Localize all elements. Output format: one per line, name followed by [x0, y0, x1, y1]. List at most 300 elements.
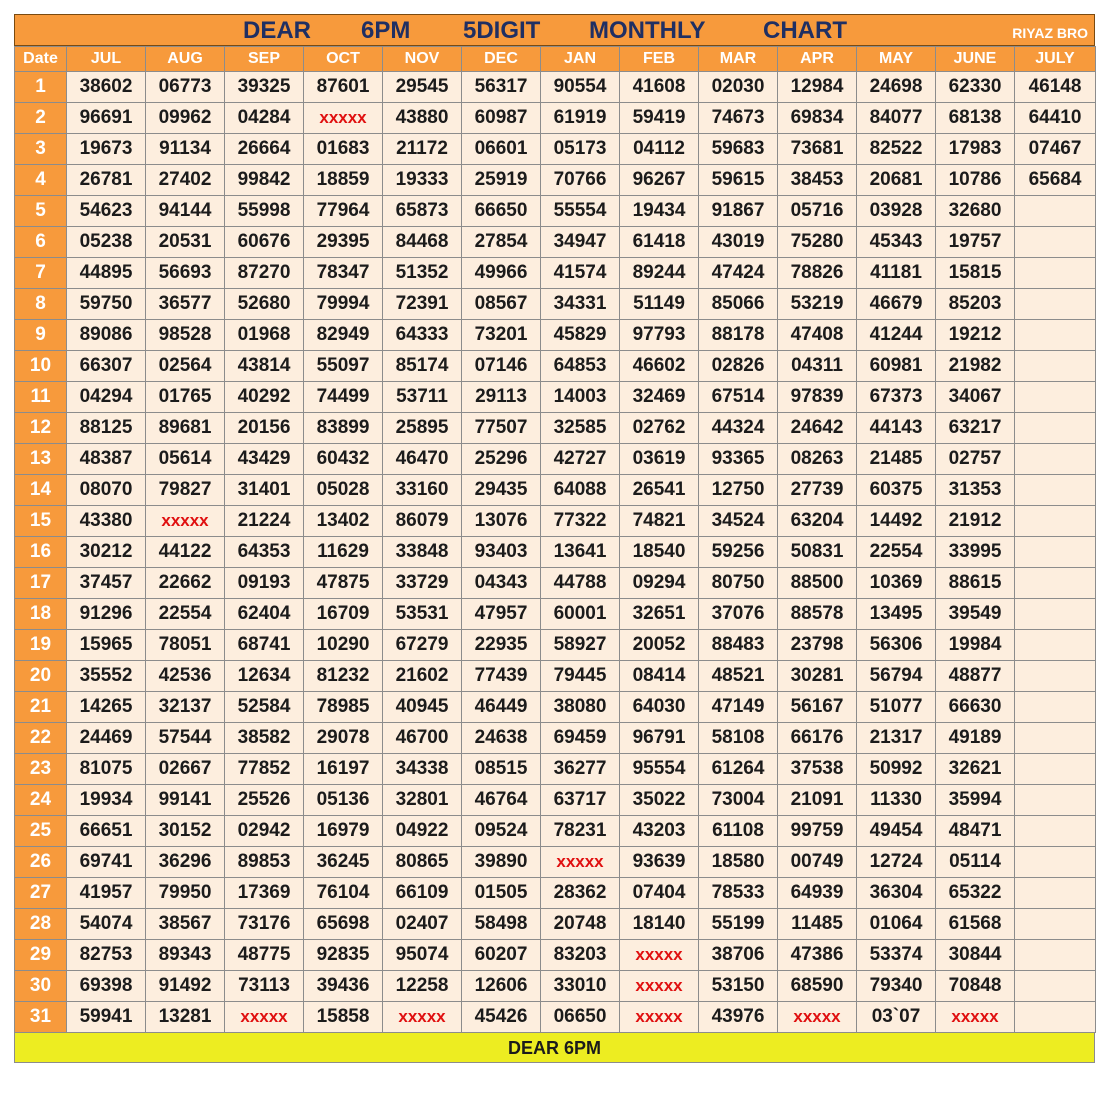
date-cell: 27	[15, 878, 67, 909]
result-cell: 59750	[67, 289, 146, 320]
result-cell: 18540	[620, 537, 699, 568]
title-word-chart: CHART	[763, 17, 847, 44]
result-cell: 03`07	[857, 1002, 936, 1033]
result-cell: 07467	[1015, 134, 1096, 165]
result-cell: 64353	[225, 537, 304, 568]
empty-cell	[1015, 475, 1096, 506]
result-cell: 52584	[225, 692, 304, 723]
result-cell: 24642	[778, 413, 857, 444]
missing-result-cell: xxxxx	[620, 1002, 699, 1033]
month-header-dec: DEC	[462, 47, 541, 72]
table-row	[15, 971, 1096, 1002]
result-cell: 00749	[778, 847, 857, 878]
result-cell: 12634	[225, 661, 304, 692]
result-cell: 96791	[620, 723, 699, 754]
result-cell: 13641	[541, 537, 620, 568]
result-cell: 64333	[383, 320, 462, 351]
result-cell: 28362	[541, 878, 620, 909]
result-cell: 89086	[67, 320, 146, 351]
result-cell: 93403	[462, 537, 541, 568]
result-cell: 05614	[146, 444, 225, 475]
result-cell: 32621	[936, 754, 1015, 785]
date-cell: 6	[15, 227, 67, 258]
result-cell: 39890	[462, 847, 541, 878]
table-row	[15, 103, 1096, 134]
result-cell: 22554	[146, 599, 225, 630]
result-cell: 64410	[1015, 103, 1096, 134]
empty-cell	[1015, 537, 1096, 568]
result-cell: 62330	[936, 72, 1015, 103]
result-cell: 07146	[462, 351, 541, 382]
result-cell: 46679	[857, 289, 936, 320]
result-cell: 53711	[383, 382, 462, 413]
empty-cell	[1015, 909, 1096, 940]
date-cell: 31	[15, 1002, 67, 1033]
result-cell: 97839	[778, 382, 857, 413]
result-cell: 24638	[462, 723, 541, 754]
brand-label: RIYAZ BRO	[1012, 25, 1088, 41]
result-cell: 13076	[462, 506, 541, 537]
result-cell: 01968	[225, 320, 304, 351]
results-body	[15, 72, 1096, 1033]
result-cell: 12606	[462, 971, 541, 1002]
title-word-5digit: 5DIGIT	[463, 17, 541, 44]
empty-cell	[1015, 289, 1096, 320]
result-cell: 05114	[936, 847, 1015, 878]
table-row	[15, 909, 1096, 940]
result-cell: 06650	[541, 1002, 620, 1033]
result-cell: 30281	[778, 661, 857, 692]
result-cell: 08414	[620, 661, 699, 692]
empty-cell	[1015, 785, 1096, 816]
result-cell: 30212	[67, 537, 146, 568]
result-cell: 74673	[699, 103, 778, 134]
result-cell: 39436	[304, 971, 383, 1002]
result-cell: 02762	[620, 413, 699, 444]
result-cell: 48387	[67, 444, 146, 475]
result-cell: 36304	[857, 878, 936, 909]
empty-cell	[1015, 1002, 1096, 1033]
result-cell: 33729	[383, 568, 462, 599]
date-cell: 10	[15, 351, 67, 382]
date-cell: 12	[15, 413, 67, 444]
result-cell: 68138	[936, 103, 1015, 134]
result-cell: 89343	[146, 940, 225, 971]
result-cell: 98528	[146, 320, 225, 351]
result-cell: 51352	[383, 258, 462, 289]
result-cell: 96691	[67, 103, 146, 134]
result-cell: 61919	[541, 103, 620, 134]
result-cell: 91296	[67, 599, 146, 630]
table-row	[15, 289, 1096, 320]
result-cell: 43380	[67, 506, 146, 537]
date-cell: 30	[15, 971, 67, 1002]
result-cell: 22935	[462, 630, 541, 661]
result-cell: 43203	[620, 816, 699, 847]
result-cell: 02826	[699, 351, 778, 382]
table-row	[15, 258, 1096, 289]
result-cell: 07404	[620, 878, 699, 909]
result-cell: 27402	[146, 165, 225, 196]
table-row	[15, 165, 1096, 196]
result-cell: 49189	[936, 723, 1015, 754]
empty-cell	[1015, 754, 1096, 785]
result-cell: 04311	[778, 351, 857, 382]
result-cell: 09524	[462, 816, 541, 847]
date-cell: 1	[15, 72, 67, 103]
result-cell: 29435	[462, 475, 541, 506]
result-cell: 73113	[225, 971, 304, 1002]
result-cell: 16709	[304, 599, 383, 630]
result-cell: 47149	[699, 692, 778, 723]
result-cell: 78051	[146, 630, 225, 661]
result-cell: 63204	[778, 506, 857, 537]
result-cell: 21091	[778, 785, 857, 816]
date-cell: 3	[15, 134, 67, 165]
result-cell: 48775	[225, 940, 304, 971]
result-cell: 43976	[699, 1002, 778, 1033]
result-cell: 18859	[304, 165, 383, 196]
result-cell: 86079	[383, 506, 462, 537]
result-cell: 58927	[541, 630, 620, 661]
date-cell: 14	[15, 475, 67, 506]
result-cell: 46449	[462, 692, 541, 723]
empty-cell	[1015, 258, 1096, 289]
table-row	[15, 568, 1096, 599]
result-cell: 42536	[146, 661, 225, 692]
result-cell: 70766	[541, 165, 620, 196]
result-cell: 79445	[541, 661, 620, 692]
result-cell: 03928	[857, 196, 936, 227]
result-cell: 47386	[778, 940, 857, 971]
result-cell: 89853	[225, 847, 304, 878]
result-cell: 77322	[541, 506, 620, 537]
result-cell: 19757	[936, 227, 1015, 258]
result-cell: 37538	[778, 754, 857, 785]
result-cell: 21317	[857, 723, 936, 754]
table-row	[15, 320, 1096, 351]
date-cell: 25	[15, 816, 67, 847]
table-row	[15, 785, 1096, 816]
result-cell: 69834	[778, 103, 857, 134]
result-cell: 55554	[541, 196, 620, 227]
result-cell: 36577	[146, 289, 225, 320]
result-cell: 10290	[304, 630, 383, 661]
date-cell: 13	[15, 444, 67, 475]
result-cell: 34947	[541, 227, 620, 258]
result-cell: 74821	[620, 506, 699, 537]
result-cell: 52680	[225, 289, 304, 320]
result-cell: 60001	[541, 599, 620, 630]
date-cell: 9	[15, 320, 67, 351]
result-cell: 23798	[778, 630, 857, 661]
result-cell: 75280	[778, 227, 857, 258]
result-cell: 50992	[857, 754, 936, 785]
result-cell: 13402	[304, 506, 383, 537]
date-cell: 8	[15, 289, 67, 320]
result-cell: 60375	[857, 475, 936, 506]
table-row	[15, 475, 1096, 506]
result-cell: 20531	[146, 227, 225, 258]
date-cell: 7	[15, 258, 67, 289]
chart-title-bar	[14, 14, 1095, 46]
result-cell: 46764	[462, 785, 541, 816]
result-cell: 02667	[146, 754, 225, 785]
month-header-july: JULY	[1015, 47, 1096, 72]
result-cell: 73176	[225, 909, 304, 940]
table-row	[15, 351, 1096, 382]
result-cell: 25296	[462, 444, 541, 475]
result-cell: 26781	[67, 165, 146, 196]
date-cell: 5	[15, 196, 67, 227]
date-cell: 15	[15, 506, 67, 537]
result-cell: 99759	[778, 816, 857, 847]
result-cell: 89681	[146, 413, 225, 444]
result-cell: 85066	[699, 289, 778, 320]
result-cell: 26664	[225, 134, 304, 165]
result-cell: 37076	[699, 599, 778, 630]
result-cell: 03619	[620, 444, 699, 475]
result-cell: 41244	[857, 320, 936, 351]
date-cell: 4	[15, 165, 67, 196]
result-cell: 13495	[857, 599, 936, 630]
month-header-oct: OCT	[304, 47, 383, 72]
result-cell: 77852	[225, 754, 304, 785]
result-cell: 40292	[225, 382, 304, 413]
result-cell: 93639	[620, 847, 699, 878]
result-cell: 43019	[699, 227, 778, 258]
result-cell: 89244	[620, 258, 699, 289]
result-cell: 32469	[620, 382, 699, 413]
result-cell: 82949	[304, 320, 383, 351]
result-cell: 61108	[699, 816, 778, 847]
result-cell: 02407	[383, 909, 462, 940]
result-cell: 41608	[620, 72, 699, 103]
empty-cell	[1015, 692, 1096, 723]
result-cell: 31401	[225, 475, 304, 506]
result-cell: 29113	[462, 382, 541, 413]
missing-result-cell: xxxxx	[304, 103, 383, 134]
result-cell: 45829	[541, 320, 620, 351]
table-row	[15, 196, 1096, 227]
result-cell: 30844	[936, 940, 1015, 971]
result-cell: 73201	[462, 320, 541, 351]
result-cell: 34524	[699, 506, 778, 537]
missing-result-cell: xxxxx	[541, 847, 620, 878]
result-cell: 58108	[699, 723, 778, 754]
results-chart	[14, 14, 1095, 1063]
result-cell: 39325	[225, 72, 304, 103]
result-cell: 70848	[936, 971, 1015, 1002]
result-cell: 33010	[541, 971, 620, 1002]
result-cell: 88500	[778, 568, 857, 599]
empty-cell	[1015, 320, 1096, 351]
result-cell: 02942	[225, 816, 304, 847]
month-header-sep: SEP	[225, 47, 304, 72]
table-row	[15, 661, 1096, 692]
result-cell: 21485	[857, 444, 936, 475]
result-cell: 97793	[620, 320, 699, 351]
empty-cell	[1015, 940, 1096, 971]
result-cell: 59419	[620, 103, 699, 134]
result-cell: 63217	[936, 413, 1015, 444]
result-cell: 20748	[541, 909, 620, 940]
date-cell: 29	[15, 940, 67, 971]
result-cell: 55199	[699, 909, 778, 940]
empty-cell	[1015, 351, 1096, 382]
result-cell: 34338	[383, 754, 462, 785]
result-cell: 69741	[67, 847, 146, 878]
result-cell: 56306	[857, 630, 936, 661]
result-cell: 82522	[857, 134, 936, 165]
result-cell: 55097	[304, 351, 383, 382]
result-cell: 79827	[146, 475, 225, 506]
result-cell: 48521	[699, 661, 778, 692]
result-cell: 65873	[383, 196, 462, 227]
result-cell: 10786	[936, 165, 1015, 196]
result-cell: 66651	[67, 816, 146, 847]
table-row	[15, 227, 1096, 258]
result-cell: 78347	[304, 258, 383, 289]
result-cell: 82753	[67, 940, 146, 971]
result-cell: 25919	[462, 165, 541, 196]
result-cell: 04343	[462, 568, 541, 599]
result-cell: 53219	[778, 289, 857, 320]
result-cell: 65698	[304, 909, 383, 940]
result-cell: 51077	[857, 692, 936, 723]
result-cell: 37457	[67, 568, 146, 599]
result-cell: 44788	[541, 568, 620, 599]
result-cell: 66176	[778, 723, 857, 754]
result-cell: 73681	[778, 134, 857, 165]
month-header-jan: JAN	[541, 47, 620, 72]
result-cell: 17983	[936, 134, 1015, 165]
result-cell: 99842	[225, 165, 304, 196]
date-cell: 16	[15, 537, 67, 568]
footer-bar: DEAR 6PM	[14, 1033, 1095, 1063]
result-cell: 84468	[383, 227, 462, 258]
result-cell: 41957	[67, 878, 146, 909]
result-cell: 11485	[778, 909, 857, 940]
result-cell: 11629	[304, 537, 383, 568]
result-cell: 66307	[67, 351, 146, 382]
result-cell: 08567	[462, 289, 541, 320]
result-cell: 79950	[146, 878, 225, 909]
table-row	[15, 940, 1096, 971]
result-cell: 77439	[462, 661, 541, 692]
result-cell: 39549	[936, 599, 1015, 630]
result-cell: 74499	[304, 382, 383, 413]
result-cell: 32137	[146, 692, 225, 723]
result-cell: 38706	[699, 940, 778, 971]
missing-result-cell: xxxxx	[383, 1002, 462, 1033]
result-cell: 56317	[462, 72, 541, 103]
date-cell: 21	[15, 692, 67, 723]
result-cell: 27739	[778, 475, 857, 506]
table-row	[15, 878, 1096, 909]
result-cell: 84077	[857, 103, 936, 134]
result-cell: 31353	[936, 475, 1015, 506]
result-cell: 53150	[699, 971, 778, 1002]
result-cell: 04112	[620, 134, 699, 165]
result-cell: 91134	[146, 134, 225, 165]
result-cell: 47875	[304, 568, 383, 599]
month-header-june: JUNE	[936, 47, 1015, 72]
result-cell: 11330	[857, 785, 936, 816]
result-cell: 16979	[304, 816, 383, 847]
result-cell: 72391	[383, 289, 462, 320]
result-cell: 59941	[67, 1002, 146, 1033]
date-cell: 18	[15, 599, 67, 630]
empty-cell	[1015, 847, 1096, 878]
table-row	[15, 72, 1096, 103]
result-cell: 69398	[67, 971, 146, 1002]
result-cell: 01505	[462, 878, 541, 909]
month-header-jul: JUL	[67, 47, 146, 72]
result-cell: 78985	[304, 692, 383, 723]
result-cell: 66630	[936, 692, 1015, 723]
result-cell: 17369	[225, 878, 304, 909]
result-cell: 18140	[620, 909, 699, 940]
result-cell: 46470	[383, 444, 462, 475]
month-header-mar: MAR	[699, 47, 778, 72]
result-cell: 83899	[304, 413, 383, 444]
result-cell: 85174	[383, 351, 462, 382]
result-cell: 06601	[462, 134, 541, 165]
result-cell: 12750	[699, 475, 778, 506]
result-cell: 24469	[67, 723, 146, 754]
date-cell: 20	[15, 661, 67, 692]
result-cell: 36296	[146, 847, 225, 878]
result-cell: 15965	[67, 630, 146, 661]
date-cell: 17	[15, 568, 67, 599]
result-cell: 79340	[857, 971, 936, 1002]
result-cell: 41181	[857, 258, 936, 289]
result-cell: 21602	[383, 661, 462, 692]
month-header-feb: FEB	[620, 47, 699, 72]
table-row	[15, 630, 1096, 661]
result-cell: 80750	[699, 568, 778, 599]
result-cell: 57544	[146, 723, 225, 754]
table-row	[15, 444, 1096, 475]
result-cell: 43880	[383, 103, 462, 134]
result-cell: 64939	[778, 878, 857, 909]
result-cell: 35022	[620, 785, 699, 816]
empty-cell	[1015, 816, 1096, 847]
result-cell: 01064	[857, 909, 936, 940]
result-cell: 02030	[699, 72, 778, 103]
result-cell: 81075	[67, 754, 146, 785]
month-header-nov: NOV	[383, 47, 462, 72]
result-cell: 09193	[225, 568, 304, 599]
result-cell: 14265	[67, 692, 146, 723]
result-cell: 60207	[462, 940, 541, 971]
result-cell: 51149	[620, 289, 699, 320]
result-cell: 85203	[936, 289, 1015, 320]
result-cell: 25526	[225, 785, 304, 816]
result-cell: 49454	[857, 816, 936, 847]
result-cell: 22554	[857, 537, 936, 568]
empty-cell	[1015, 506, 1096, 537]
date-cell: 23	[15, 754, 67, 785]
result-cell: 47408	[778, 320, 857, 351]
result-cell: 21224	[225, 506, 304, 537]
result-cell: 66109	[383, 878, 462, 909]
result-cell: 60432	[304, 444, 383, 475]
result-cell: 90554	[541, 72, 620, 103]
title-word-6pm: 6PM	[361, 17, 411, 44]
result-cell: 33995	[936, 537, 1015, 568]
